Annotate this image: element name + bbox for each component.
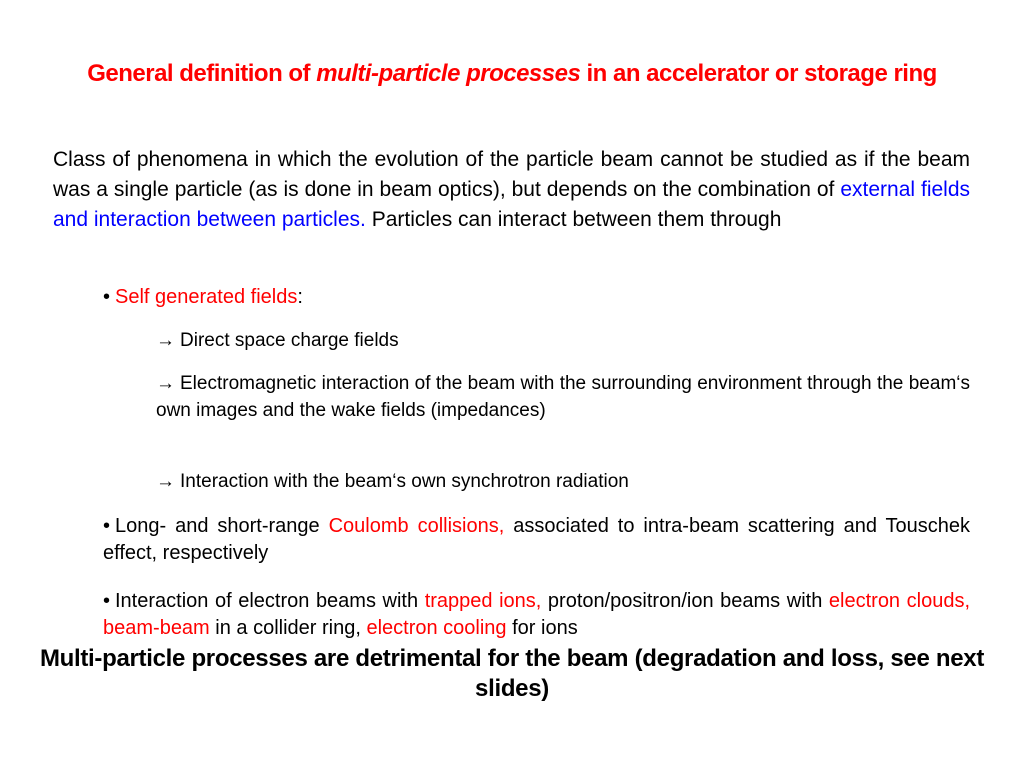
interaction-text4: for ions — [506, 617, 578, 639]
interaction-text1: Interaction of electron beams with — [115, 590, 425, 612]
bullet-coulomb — [103, 513, 970, 567]
sub-item-electromagnetic — [156, 370, 970, 424]
bullet-interaction — [103, 588, 970, 642]
self-generated-label: Self generated fields — [115, 286, 298, 308]
bullet-dot: • — [103, 515, 111, 537]
intro-text1: Class of phenomena in which the evolution of the particle beam cannot be studied as if the beam was a single particle (as is done in beam optics), but depends on the combination of — [53, 148, 970, 201]
interaction-text3: in a collider ring, — [209, 617, 367, 639]
self-generated-suffix: : — [297, 286, 303, 308]
bullet-dot: • — [103, 590, 111, 612]
arrow-icon: → — [156, 373, 175, 394]
title-italic: multi-particle processes — [316, 60, 581, 87]
sub-item-synchrotron — [156, 468, 970, 495]
arrow-icon: → — [156, 471, 175, 492]
electron-cooling-highlight: electron cooling — [366, 617, 507, 639]
arrow-icon: → — [156, 330, 175, 351]
coulomb-text2: associated to intra-beam scattering and Touschek effect, respectively — [103, 515, 971, 564]
sub-item-text: Direct space charge fields — [180, 330, 399, 351]
interaction-text2: proton/positron/ion beams with — [541, 590, 829, 612]
slide-title — [60, 58, 964, 90]
intro-paragraph — [53, 145, 970, 235]
trapped-ions-highlight: trapped ions, — [424, 590, 542, 612]
title-part2: in an accelerator or storage ring — [580, 60, 937, 87]
intro-text2: Particles can interact between them through — [365, 208, 782, 231]
title-part1: General definition of — [87, 60, 317, 87]
bullet-dot: • — [103, 286, 111, 308]
sub-item-space-charge — [156, 327, 970, 354]
bullet-self-generated — [103, 284, 970, 311]
sub-item-text: Electromagnetic interaction of the beam with the surrounding environment through the beam‘s own images and the wake fields (impedances) — [156, 373, 970, 421]
sub-item-text: Interaction with the beam‘s own synchrotron radiation — [180, 471, 629, 492]
intro-highlight: external fields and interaction between particles. — [53, 178, 971, 231]
conclusion-text: Multi-particle processes are detrimental for the beam (degradation and loss, see next slides) — [39, 645, 985, 702]
coulomb-text1: Long- and short-range — [115, 515, 329, 537]
electron-clouds-highlight: electron clouds, beam-beam — [103, 590, 970, 639]
coulomb-highlight: Coulomb collisions, — [328, 515, 505, 537]
